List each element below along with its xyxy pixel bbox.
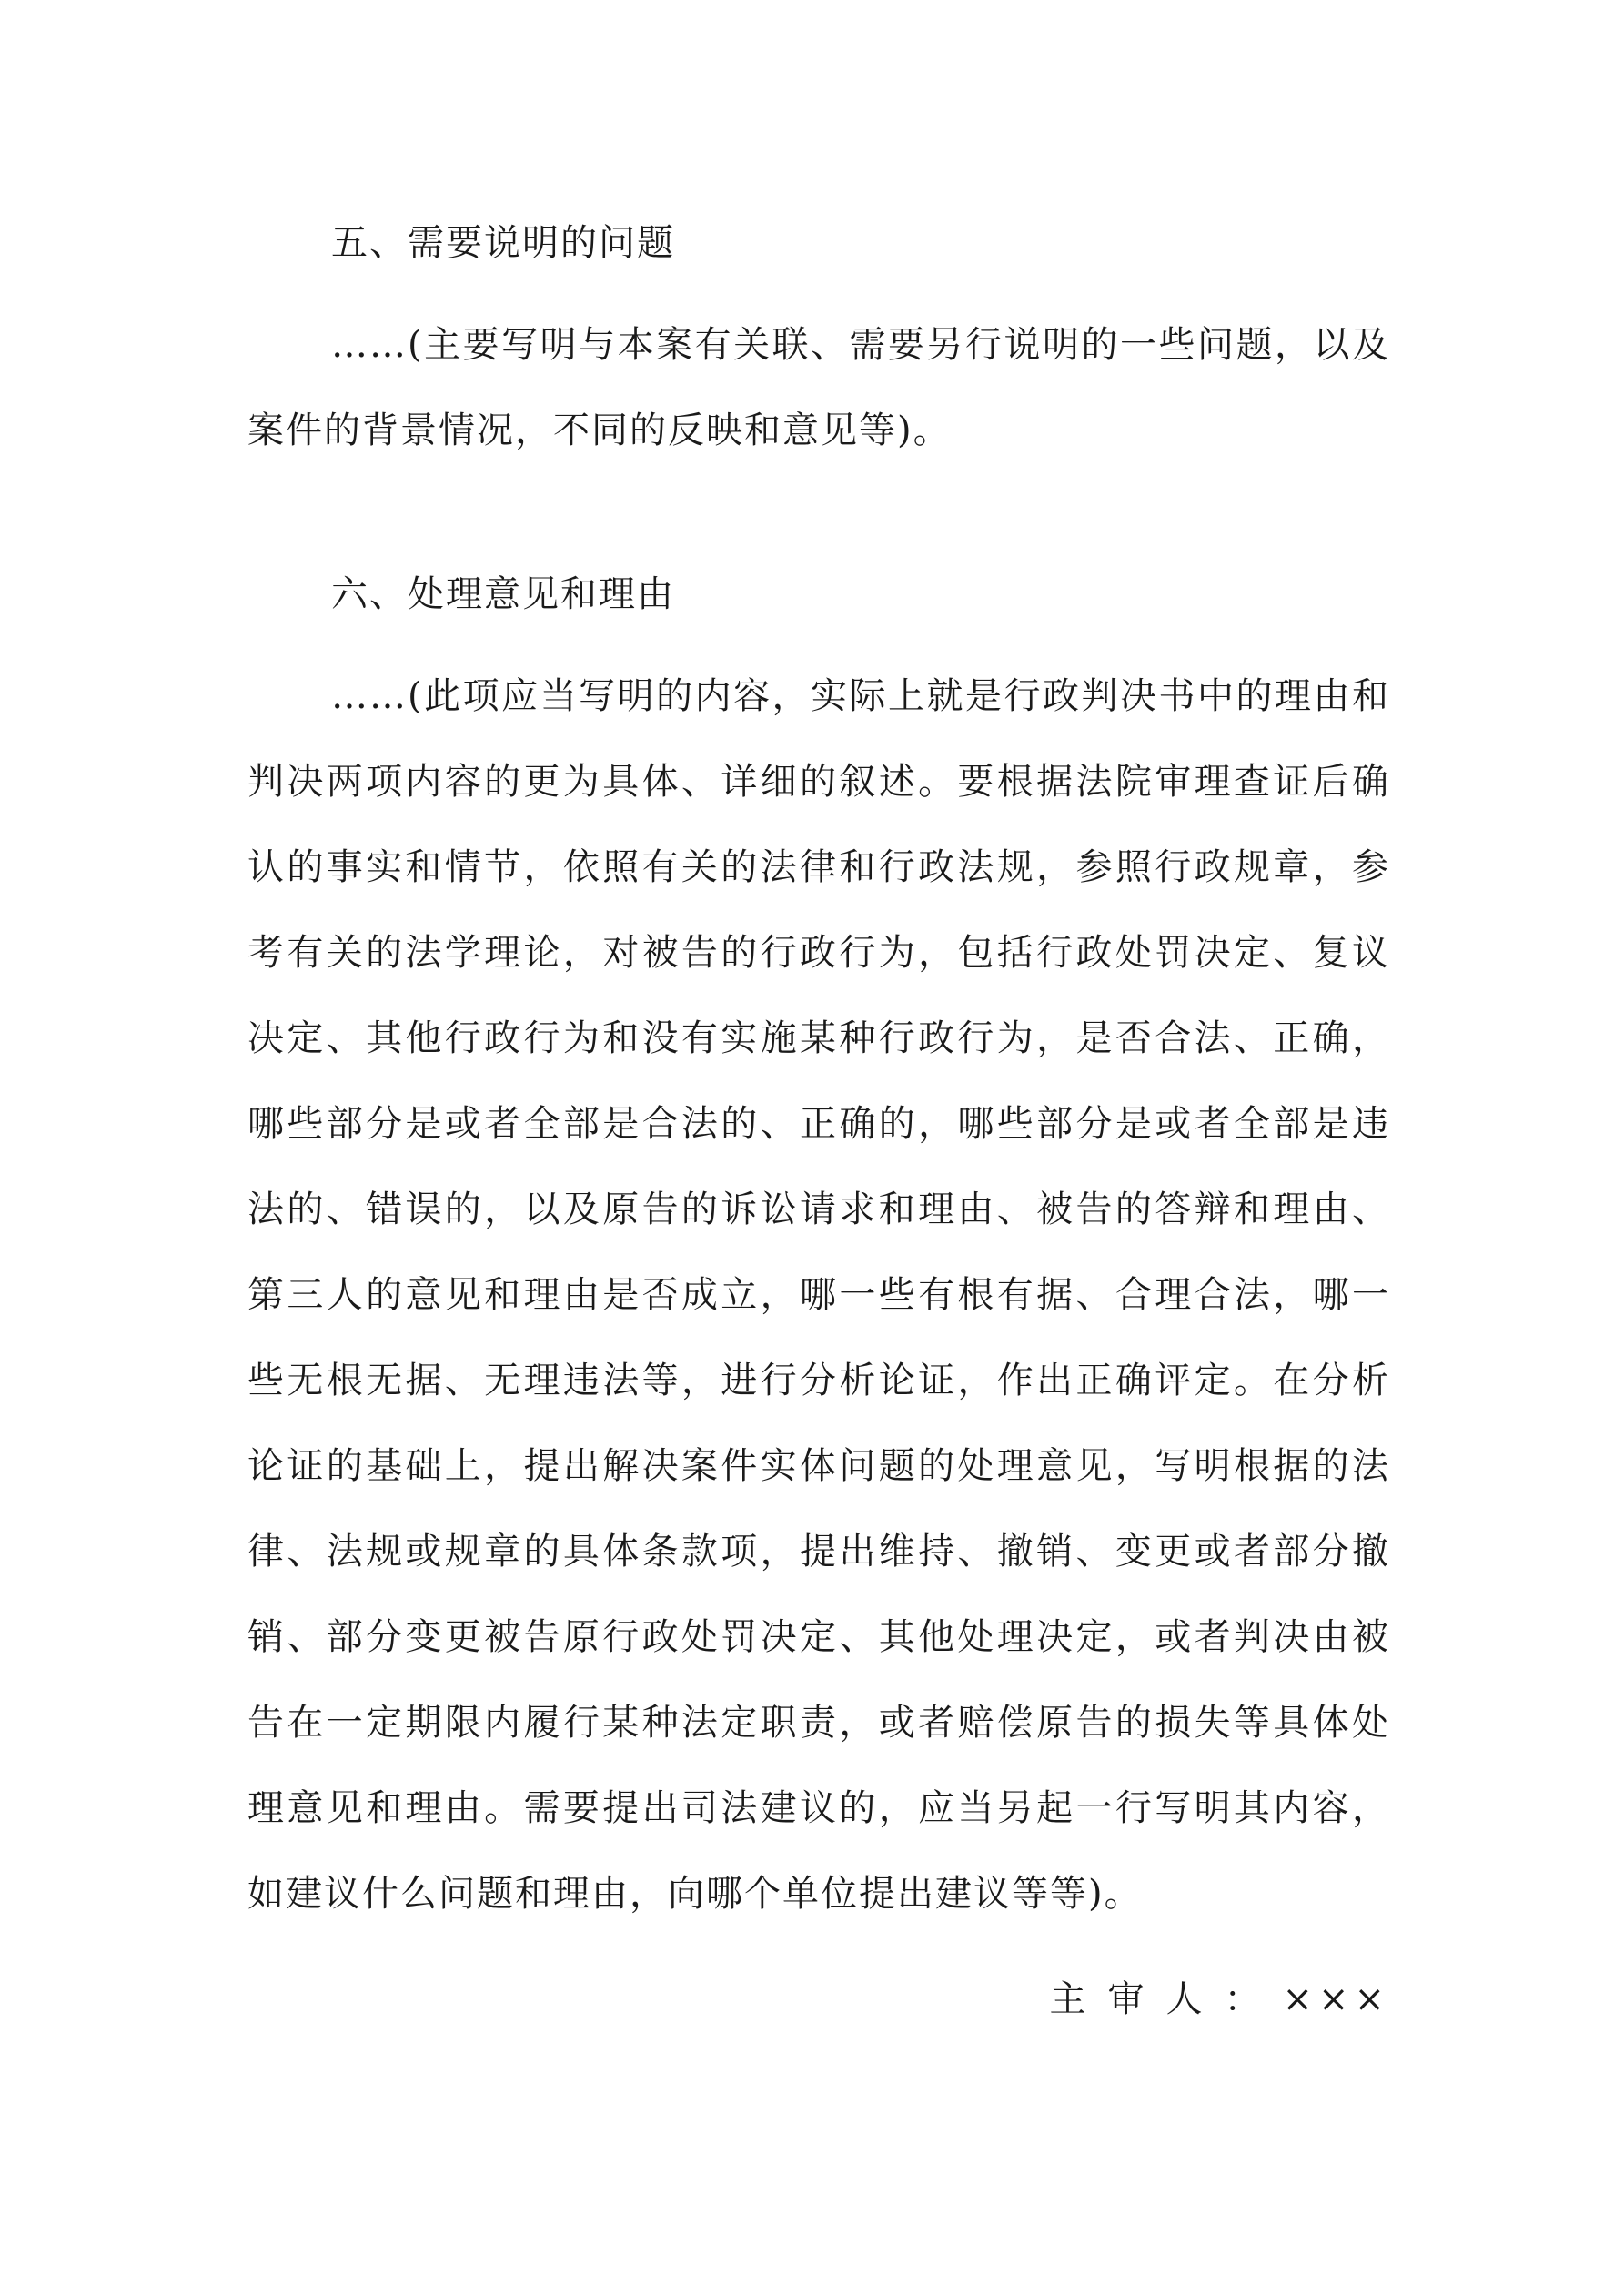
signature-value: ××× bbox=[1282, 1978, 1390, 2020]
presiding-judge-signature bbox=[1049, 1957, 1390, 2042]
section-5-heading: 五、需要说明的问题 bbox=[331, 222, 675, 264]
document-body bbox=[247, 200, 1390, 1937]
section-6-heading: 六、处理意见和理由 bbox=[331, 573, 675, 615]
signature-label: 主审人： bbox=[1049, 1978, 1283, 2020]
section-6-paragraph: ……(此项应当写明的内容，实际上就是行政判决书中的理由和判决两项内容的更为具体、详细的叙述。要根据法院审理查证后确认的事实和情节，依照有关的法律和行政法规，参照行政规章，参考有关的法学理论，对被告的行政行为，包括行政处罚决定、复议决定、其他行政行为和没有实施某种行政行为，是否合法、正确，哪些部分是或者全部是合法的、正确的，哪些部分是或者全部是违法的、错误的，以及原告的诉讼请求和理由、被告的答辩和理由、第三人的意见和理由是否成立，哪一些有根有据、合理合法，哪一些无根无据、无理违法等，进行分析论证，作出正确评定。在分析论证的基础上，提出解决案件实体问题的处理意见，写明根据的法律、法规或规章的具体条款项，提出维持、撤销、变更或者部分撤销、部分变更被告原行政处罚决定、其他处理决定，或者判决由被告在一定期限内履行某种法定职责，或者赔偿原告的损失等具体处理意见和理由。需要提出司法建议的，应当另起一行写明其内容，如建议什么问题和理由，向哪个单位提出建议等等)。 bbox=[247, 675, 1390, 1915]
section-5-paragraph: ……(主要写明与本案有关联、需要另行说明的一些问题，以及案件的背景情况，不同的反映和意见等)。 bbox=[247, 324, 1390, 451]
